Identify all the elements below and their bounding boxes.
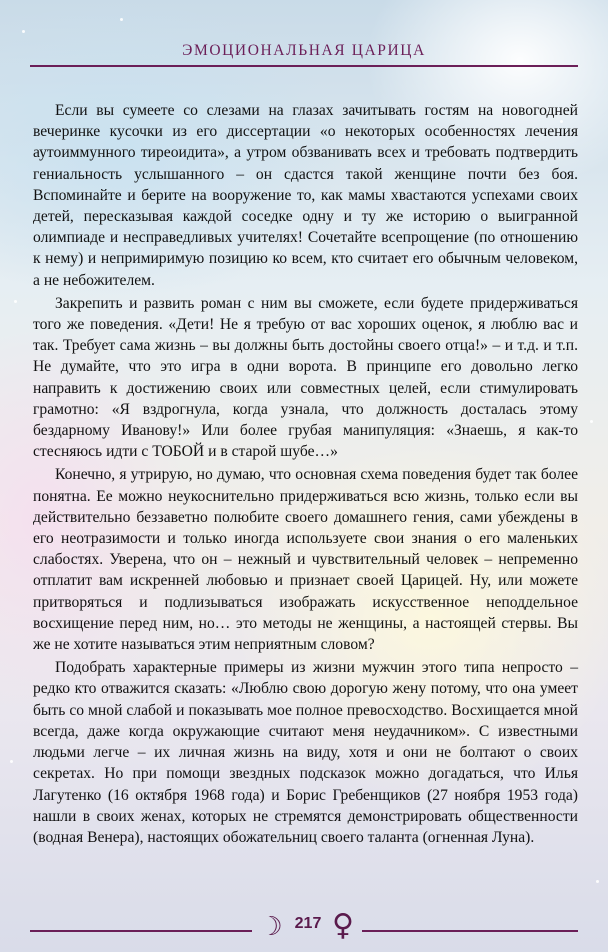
paragraph-4: Подобрать характерные примеры из жизни мужчин этого типа непросто – редко кто отважится сказать: «Люблю свою дорогую жену потому, что она умеет быть со мной слабой и показывать мое полное превосходство. Восхищается мной всегда, даже когда окружающие считают меня неудачником». С известными людьми легче – их личная жизнь на виду, хотя и они не болтают о своих секретах. Но при помощи звездных подсказок можно догадаться, что Илья Лагутенко (16 октября 1968 года) и Борис Гребенщиков (27 ноября 1953 года) нашли в своих женах, которых не стремятся демонстрировать общественности (водная Венера), настоящих обожательниц своего таланта (огненная Луна). xyxy=(33,659,578,846)
running-header: ЭМОЦИОНАЛЬНАЯ ЦАРИЦА xyxy=(182,42,426,59)
venus-icon: ♀ xyxy=(332,908,354,943)
body-text xyxy=(33,100,578,850)
paragraph-2: Закрепить и развить роман с ним вы сможете, если будете придерживаться того же поведения. «Дети! Не я требую от вас хороших оценок, я люблю вас и так. Требует сама жизнь – вы должны быть достойны своего отца!» – и т.д. и т.п. Не думайте, что это игра в одни ворота. В принципе его довольно легко направить к достижению своих или совместных целей, если стимулировать грамотно: «Я вздрогнула, когда узнала, что должность досталась этому бездарному Иванову!» Или более грубая манипуляция: «Знаешь, я как-то стесняюсь идти с ТОБОЙ и в старой шубе…» xyxy=(33,294,578,461)
paragraph-3: Конечно, я утрирую, но думаю, что основная схема поведения будет так более понятна. Ее можно неукоснительно придерживаться всю жизнь, только если вы действительно беззаветно полюбите своего домашнего гения, сами убеждены в его неотразимости и только иногда используете свои знания о его маленьких слабостях. Уверена, что он – нежный и чувствительный человек – непременно отплатит вам искренней любовью и признает своей Царицей. Ну, или можете притворяться и подлизываться изображать искусственное неподдельное восхищение перед ним, но… это методы не женщины, а настоящей стервы. Вы же не хотите называться этим неприятным словом? xyxy=(33,466,578,654)
header-divider xyxy=(30,65,578,67)
paragraph-1: Если вы сумеете со слезами на глазах зачитывать гостям на новогодней вечеринке кусочки из его диссертации «о некоторых особенностях лечения аутоиммунного тиреоидита», а утром обзванивать всех и требовать подтвердить гениальность услышанного – он сдастся такой женщине почти без боя. Вспоминайте и берите на вооружение то, как мамы хвастаются успехами своих детей, пересказывая каждой соседке одну и ту же историю о выигранной олимпиаде и несправедливых учителях! Сочетайте всепрощение (по отношению к нему) и непримиримую позицию ко всем, кто считает его обычным человеком, а не небожителем. xyxy=(33,102,578,289)
footer-divider-left xyxy=(30,930,252,932)
footer-divider-right xyxy=(362,930,578,932)
moon-icon: ☽ xyxy=(259,912,283,942)
page-number: 217 xyxy=(294,915,322,932)
